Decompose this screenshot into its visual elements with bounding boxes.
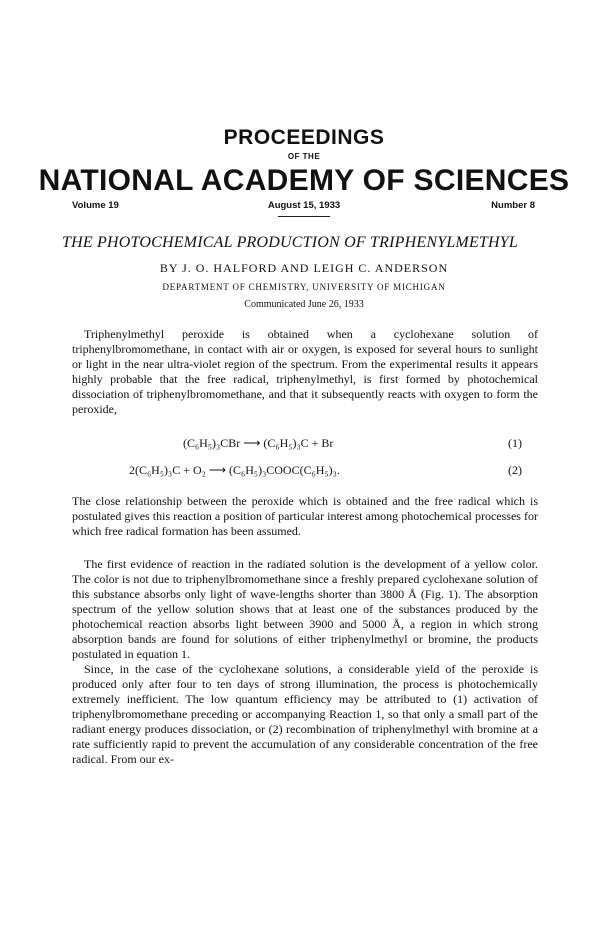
article-affiliation: DEPARTMENT OF CHEMISTRY, UNIVERSITY OF MICHIGAN [162, 282, 446, 292]
header-rule [278, 216, 330, 217]
volume-label: Volume 19 [72, 200, 119, 211]
issue-date: August 15, 1933 [267, 200, 341, 211]
body-paragraph: Triphenylmethyl peroxide is obtained when a cyclohexane solution of triphenylbromomethane, in contact with air or oxygen, is exposed for several hours to sunlight or light in the near ultra-violet region of the spectrum. From the experimental results it appears highly probable that the free radical, triphenylmethyl, is first formed by photochemical dissociation of triphenylbromomethane, and that it subsequently reacts with oxygen to form the peroxide, [72, 327, 538, 416]
journal-title-of-the: OF THE [287, 152, 321, 161]
article-authors: BY J. O. HALFORD AND LEIGH C. ANDERSON [159, 261, 449, 275]
equation-2: 2(C₆H₅)₃C + O₂ ⟶ (C₆H₅)₃COOC(C₆H₅)₃. [129, 463, 340, 477]
equation-1: (C₆H₅)₃CBr ⟶ (C₆H₅)₃C + Br [183, 436, 334, 450]
equation-1-number: (1) [508, 436, 522, 450]
body-paragraph: The first evidence of reaction in the radiated solution is the development of a yellow color. The color is not due to triphenylbromomethane since a freshly prepared cyclohexane solution of this substance absorbs only light of wave-lengths shorter than 3800 Å (Fig. 1). The absorption spectrum of the yellow solution shows that at least one of the substances produced by the photochemical reaction absorbs light between 3900 and 5000 Å, a region in which strong absorption bands are found for solutions of either triphenylmethyl or bromine, the products postulated in equation 1. [72, 557, 538, 661]
body-paragraph: Since, in the case of the cyclohexane solutions, a considerable yield of the peroxide is produced only after four to ten days of strong illumination, the process is photochemically extremely inefficient. The low quantum efficiency may be attributed to (1) activation of triphenylbromomethane preceding or accompanying Reaction 1, so that only a small part of the radiant energy produces dissociation, or (2) recombination of triphenylmethyl with bromine at a rate sufficiently rapid to prevent the accumulation of any considerable concentration of the free radical. From our ex- [72, 662, 538, 766]
equation-2-number: (2) [508, 463, 522, 477]
journal-title-academy: NATIONAL ACADEMY OF SCIENCES [38, 164, 570, 197]
issue-number: Number 8 [491, 200, 535, 211]
communicated-date: Communicated June 26, 1933 [244, 299, 364, 310]
body-paragraph: The close relationship between the peroxide which is obtained and the free radical which is postulated gives this reaction a position of particular interest among photochemical processes for which free radical formation has been assumed. [72, 494, 538, 538]
article-title: THE PHOTOCHEMICAL PRODUCTION OF TRIPHENYLMETHYL [62, 234, 518, 251]
journal-title-proceedings: PROCEEDINGS [223, 126, 385, 149]
